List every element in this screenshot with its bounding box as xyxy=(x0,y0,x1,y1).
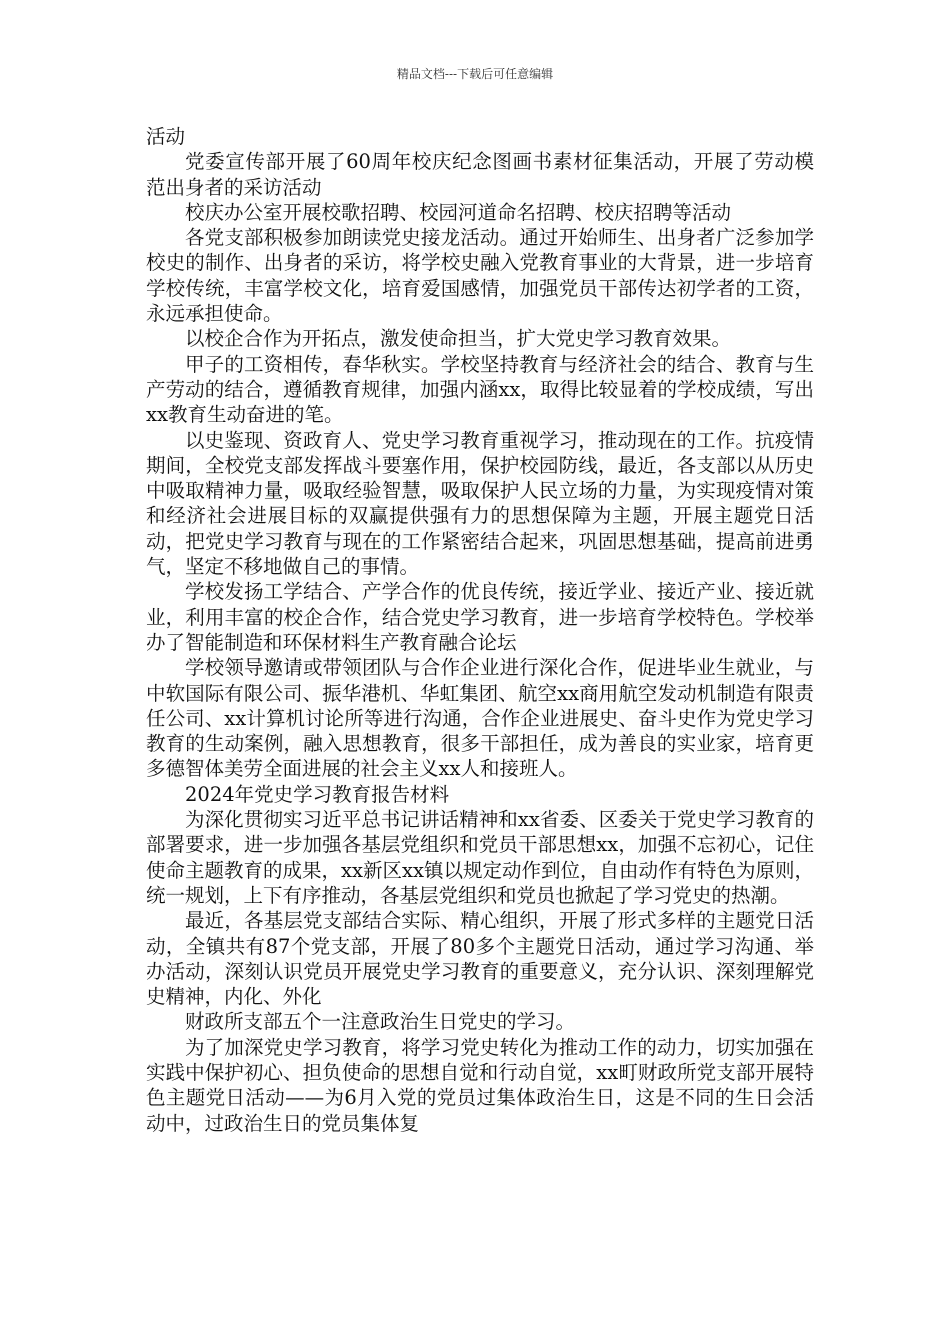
paragraph-3: 校庆办公室开展校歌招聘、校园河道命名招聘、校庆招聘等活动 xyxy=(185,200,732,224)
page-header: 精品文档---下载后可任意编辑 xyxy=(396,67,554,81)
paragraph-9: 学校领导邀请或带领团队与合作企业进行深化合作，促进毕业生就业，与中软国际有限公司、振华港机、华虹集团、航空xx商用航空发动机制造有限责任公司、xx计算机讨论所等进行沟通，合作企业进展史、奋斗史作为党史学习教育的生动案例，融入思想教育，很多干部担任，成为善良的实业家，培育更多德智体美劳全面进展的社会主义xx人和接班人。 xyxy=(146,656,814,781)
paragraph-8: 学校发扬工学结合、产学合作的优良传统，接近学业、接近产业、接近就业，利用丰富的校企合作，结合党史学习教育，进一步培育学校特色。学校举办了智能制造和环保材料生产教育融合论坛 xyxy=(146,580,814,654)
paragraph-1: 活动 xyxy=(146,125,186,148)
paragraph-4: 各党支部积极参加朗读党史接龙活动。通过开始师生、出身者广泛参加学校史的制作、出身者的采访，将学校史融入党教育事业的大背景，进一步培育学校传统，丰富学校文化，培育爱国感情，加强党员干部传达初学者的工资，永远承担使命。 xyxy=(146,226,814,326)
paragraph-11: 为深化贯彻实习近平总书记讲话精神和xx省委、区委关于党史学习教育的部署要求，进一步加强各基层党组织和党员干部思想xx，加强不忘初心，记住使命主题教育的成果，xx新区xx镇以规定动作到位，自由动作有特色为原则，统一规划，上下有序推动，各基层党组织和党员也掀起了学习党史的热潮。 xyxy=(146,808,814,907)
document-body xyxy=(146,124,814,1136)
paragraph-7: 以史鉴现、资政育人、党史学习教育重视学习，推动现在的工作。抗疫情期间，全校党支部发挥战斗要塞作用，保护校园防线，最近，各支部以从历史中吸取精神力量，吸取经验智慧，吸取保护人民立场的力量，为实现疫情对策和经济社会进展目标的双赢提供强有力的思想保障为主题，开展主题党日活动，把党史学习教育与现在的工作紧密结合起来，巩固思想基础，提高前进勇气，坚定不移地做自己的事情。 xyxy=(146,428,814,579)
paragraph-14: 为了加深党史学习教育，将学习党史转化为推动工作的动力，切实加强在实践中保护初心、担负使命的思想自觉和行动自觉，xx町财政所党支部开展特色主题党日活动——为6月入党的党员过集体政治生日，这是不同的生日会活动中，过政治生日的党员集体复 xyxy=(146,1035,814,1135)
paragraph-6: 甲子的工资相传，春华秋实。学校坚持教育与经济社会的结合、教育与生产劳动的结合，遵循教育规律，加强内涵xx，取得比较显着的学校成绩，写出xx教育生动奋进的笔。 xyxy=(146,352,814,427)
paragraph-13: 财政所支部五个一注意政治生日党史的学习。 xyxy=(185,1010,576,1034)
paragraph-12: 最近，各基层党支部结合实际、精心组织，开展了形式多样的主题党日活动，全镇共有87个党支部，开展了80多个主题党日活动，通过学习沟通、举办活动，深刻认识党员开展党史学习教育的重要意义，充分认识、深刻理解党史精神，内化、外化 xyxy=(146,909,814,1009)
paragraph-5: 以校企合作为开拓点，激发使命担当，扩大党史学习教育效果。 xyxy=(185,327,732,351)
section-title: 2024年党史学习教育报告材料 xyxy=(185,782,450,806)
paragraph-2: 党委宣传部开展了60周年校庆纪念图画书素材征集活动，开展了劳动模范出身者的采访活动 xyxy=(146,150,814,199)
